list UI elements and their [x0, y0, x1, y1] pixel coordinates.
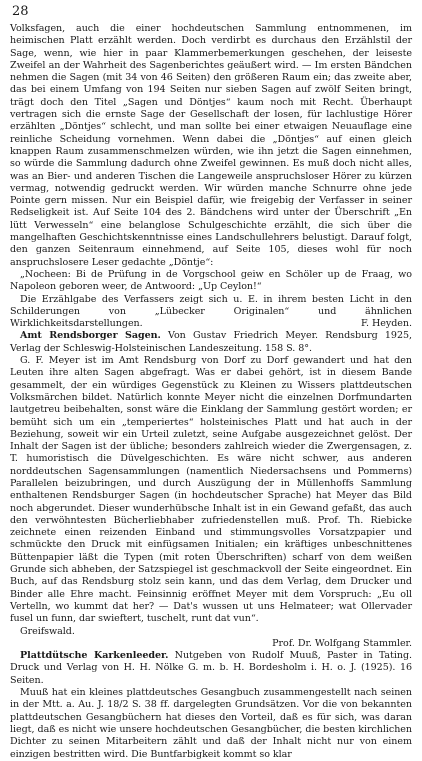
review2-header: [10, 330, 412, 355]
review3-header: [10, 650, 412, 687]
review1-paragraph2: [10, 294, 412, 331]
review1-paragraph2-text: Die Erzählgabe des Verfassers zeigt sich u. E. in ihrem besten Licht in den Schilderungen von „Lübecker Originalen“ und ähnlichen Wirklichkeitsdarstellungen.: [10, 293, 412, 330]
page-number: 28: [12, 4, 29, 19]
review1-reviewer: F. Heyden.: [360, 318, 412, 330]
review2-headword: Amt Rendsborger Sagen.: [20, 330, 161, 342]
review2-paragraph1: G. F. Meyer ist im Amt Rendsburg von Dorf zu Dorf gewandert und hat den Leuten ihre alten Sagen abgefragt. Was er dabei gehört, ist in diesem Bande gesammelt, der ein würdiges Gegenstück zu Kleinen zu Wissers plattdeutschen Volksmärchen bildet. Natürlich konnte Meyer nicht die einzelnen Dorfmundarten lautgetreu beibehalten, sonst wäre die Einklang der Sammlung gestört worden; er bemüht sich um ein „temperiertes“ holsteinisches Platt und hat auch in der Beziehung, soweit wir ein Urteil zuletzt, seine Aufgabe ausgezeichnet gelöst. Der Inhalt der Sagen ist der übliche; besonders zahlreich wieder die Zwergensagen, z. T. humoristisch die Düvelgeschichten. Es wäre nicht schwer, aus anderen norddeutschen Sagensammlungen (namentlich Niedersachsens und Pommerns) Parallelen beizubringen, und durch Auszügung der in Müllenhoffs Sammlung enthaltenen Rendsburger Sagen (in hochdeutscher Sprache) hat Meyer das Bild noch abgerundet. Dieser wunderhübsche Inhalt ist in ein Gewand gefaßt, das auch den verwöhntesten Bücherliebhaber zufriedenstellen muß. Prof. Th. Riebicke zeichnete einen reizenden Einband und stimmungsvolles Vorsatzpapier und schmückte den Druck mit einfügsamen Initialen; ein kräftiges unbeschnittenes Büttenpapier läßt die Typen (mit roten Überschriften) scharf von dem weißen Grunde sich abheben, der Satzspiegel ist geschmackvoll der Seite eingeordnet. Ein Buch, auf das Rendsburg stolz sein kann, und das dem Verlag, dem Drucker und Binder alle Ehre macht. Feinsinnig eröffnet Meyer mit dem Vorspruch: „Eu oll Vertelln, wo kummt dat her? — Dat's wussen ut uns Helmateer; wat Ollervader fusel un funn, dar swieftert, tuschelt, runt dat vun“.: [10, 355, 412, 625]
review3-paragraph1: Muuß hat ein kleines plattdeutsches Gesangbuch zusammengestellt nach seinen in der Mtt. a. Au. J. 18/2 S. 38 ff. dargelegten Grundsätzen. Vor die von bekannten plattdeutschen Gesangbüchern hat dieses den Vorteil, daß es für sich, was daran liegt, daß es nicht wie unsere hochdeutschen Gesangbücher, die besten kirchlichen Dichter zu seinen Mitarbeitern zählt und daß der Inhalt nicht nur von einem einzigen bestritten wird. Die Buntfarbigkeit kommt so klar: [10, 687, 412, 760]
review1-quote: „Nocheen: Bi de Prüfung in de Vorgschool geiw en Schöler up de Fraag, wo Napoleon geboren weer, de Antwoord: „Up Ceylon!“: [10, 268, 412, 293]
review2-place: Greifswald.: [20, 625, 75, 637]
review1-paragraph1: Volksfagen, auch die einer hochdeutschen Sammlung entnommenen, im heimischen Platt erzählt werden. Doch verdirbt es durchaus den Erzählstil der Sage, wenn, wie hier in paar Klammerbemerkungen geschehen, der leiseste Zweifel an der Wahrheit des Sagenberichtes geäußert wird. — Im ersten Bändchen nehmen die Sagen (mit 34 von 46 Seiten) den größeren Raum ein; das zweite aber, das bei einem Umfang von 194 Seiten nur sieben Sagen auf zwölf Seiten bringt, trägt doch den Titel „Sagen und Döntjes“ kaum noch mit Recht. Überhaupt vertragen sich die ernste Sage der Gesellschaft der losen, für lachlustige Hörer erzählten „Döntjes“ schlecht, und man sollte bei einer etwaigen Neuauflage eine reinliche Scheidung vornehmen. Wenn dabei die „Döntjes“ auf einen gleich knappen Raum zusammenschmelzen würden, wie ihn jetzt die Sagen einnehmen, so würde die Sammlung dadurch ohne Zweifel gewinnen. Es muß doch nicht alles, was an Bier- und anderen Tischen die Langeweile anspruchsloser Hörer zu kürzen vermag, notwendig gedruckt werden. Wir würden manche Schnurre ohne jede Pointe gern missen. Nur ein Beispiel dafür, wie freigebig der Verfasser in seiner Redseligkeit ist. Auf Seite 104 des 2. Bändchens wird unter der Überschrift „En lütt Verwesseln“ eine belanglose Schulgeschichte erzählt, die sich über die mangelhaften Geschichtskenntnisse eines Landschullehrers belustigt. Darauf folgt, den ganzen Seitenraum einnehmend, auf Seite 105, dieses wohl für noch anspruchslosere Leser gedachte „Döntje“:: [10, 23, 412, 268]
review3-citation: Nutgeben von Rudolf Muuß, Paster in Tating. Druck und Verlag von H. H. Nölke G. m. b. H. Bordesholm i. H. o. J. (1925). 16 Seiten.: [10, 650, 412, 686]
review2-reviewer: Prof. Dr. Wolfgang Stammler.: [272, 637, 412, 649]
text-column: [10, 23, 412, 761]
review2-citation: Von Gustav Friedrich Meyer. Rendsburg 1925, Verlag der Schleswig-Holsteinischen Landeszeitung. 158 S. 8°.: [10, 330, 412, 354]
review3-headword: Plattdütsche Karkenleeder.: [20, 650, 169, 662]
